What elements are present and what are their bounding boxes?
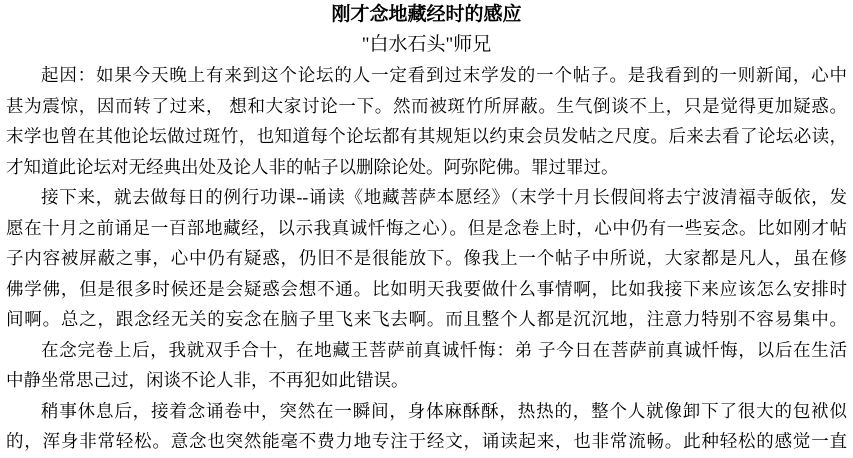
text-line: 间啊。总之，跟念经无关的妄念在脑子里飞来飞去啊。而且整个人都是沉沉地，注意力特别不容易集中。: [6, 309, 847, 329]
text-line: 佛学佛，但是很多时候还是会疑惑会想不通。比如明天我要做什么事情啊，比如我接下来应该怎么安排时: [6, 278, 847, 299]
text-line: 愿在十月之前诵足一百部地藏经，以示我真诚忏悔之心）。但是念卷上时，心中仍有一些妄念。比如刚才帖: [6, 217, 847, 238]
text-line: 中静坐常思己过，闲谈不论人非，不再犯如此错误。: [6, 370, 409, 390]
text-line: 甚为震惊，因而转了过来， 想和大家讨论一下。然而被斑竹所屏蔽。生气倒谈不上，只是觉得更加疑惑。: [6, 95, 847, 116]
author-line: "白水石头"师兄: [361, 34, 492, 55]
text-line: 在念完卷上后，我就双手合十，在地藏王菩萨前真诚忏悔：弟 子今日在菩萨前真诚忏悔，以后在生活: [41, 339, 847, 360]
text-line: 子内容被屏蔽之事，心中仍有疑惑，仍旧不是很能放下。像我上一个帖子中所说，大家都是凡人，虽在修: [6, 248, 847, 268]
text-line: 接下来，就去做每日的例行功课--诵读《地藏菩萨本愿经》（末学十月长假间将去宁波清福寺皈依，发: [41, 187, 847, 207]
text-line: 的，浑身非常轻松。意念也突然能毫不费力地专注于经文，诵读起来，也非常流畅。此种轻松的感觉一直: [6, 431, 847, 451]
document-body: [6, 60, 847, 457]
text-line: 才知道此论坛对无经典出处及论人非的帖子以删除论处。阿弥陀佛。罪过罪过。: [6, 156, 619, 177]
text-line: 末学也曾在其他论坛做过斑竹，也知道每个论坛都有其规矩以约束会员发帖之尺度。后来去看了论坛必读，: [6, 126, 847, 146]
page-title: 刚才念地藏经时的感应: [331, 4, 522, 25]
text-line: 稍事休息后，接着念诵卷中，突然在一瞬间，身体麻酥酥，热热的，整个人就像卸下了很大的包袱似: [41, 400, 847, 421]
text-line: 起因：如果今天晚上有来到这个论坛的人一定看到过末学发的一个帖子。是我看到的一则新闻，心中: [41, 65, 847, 85]
